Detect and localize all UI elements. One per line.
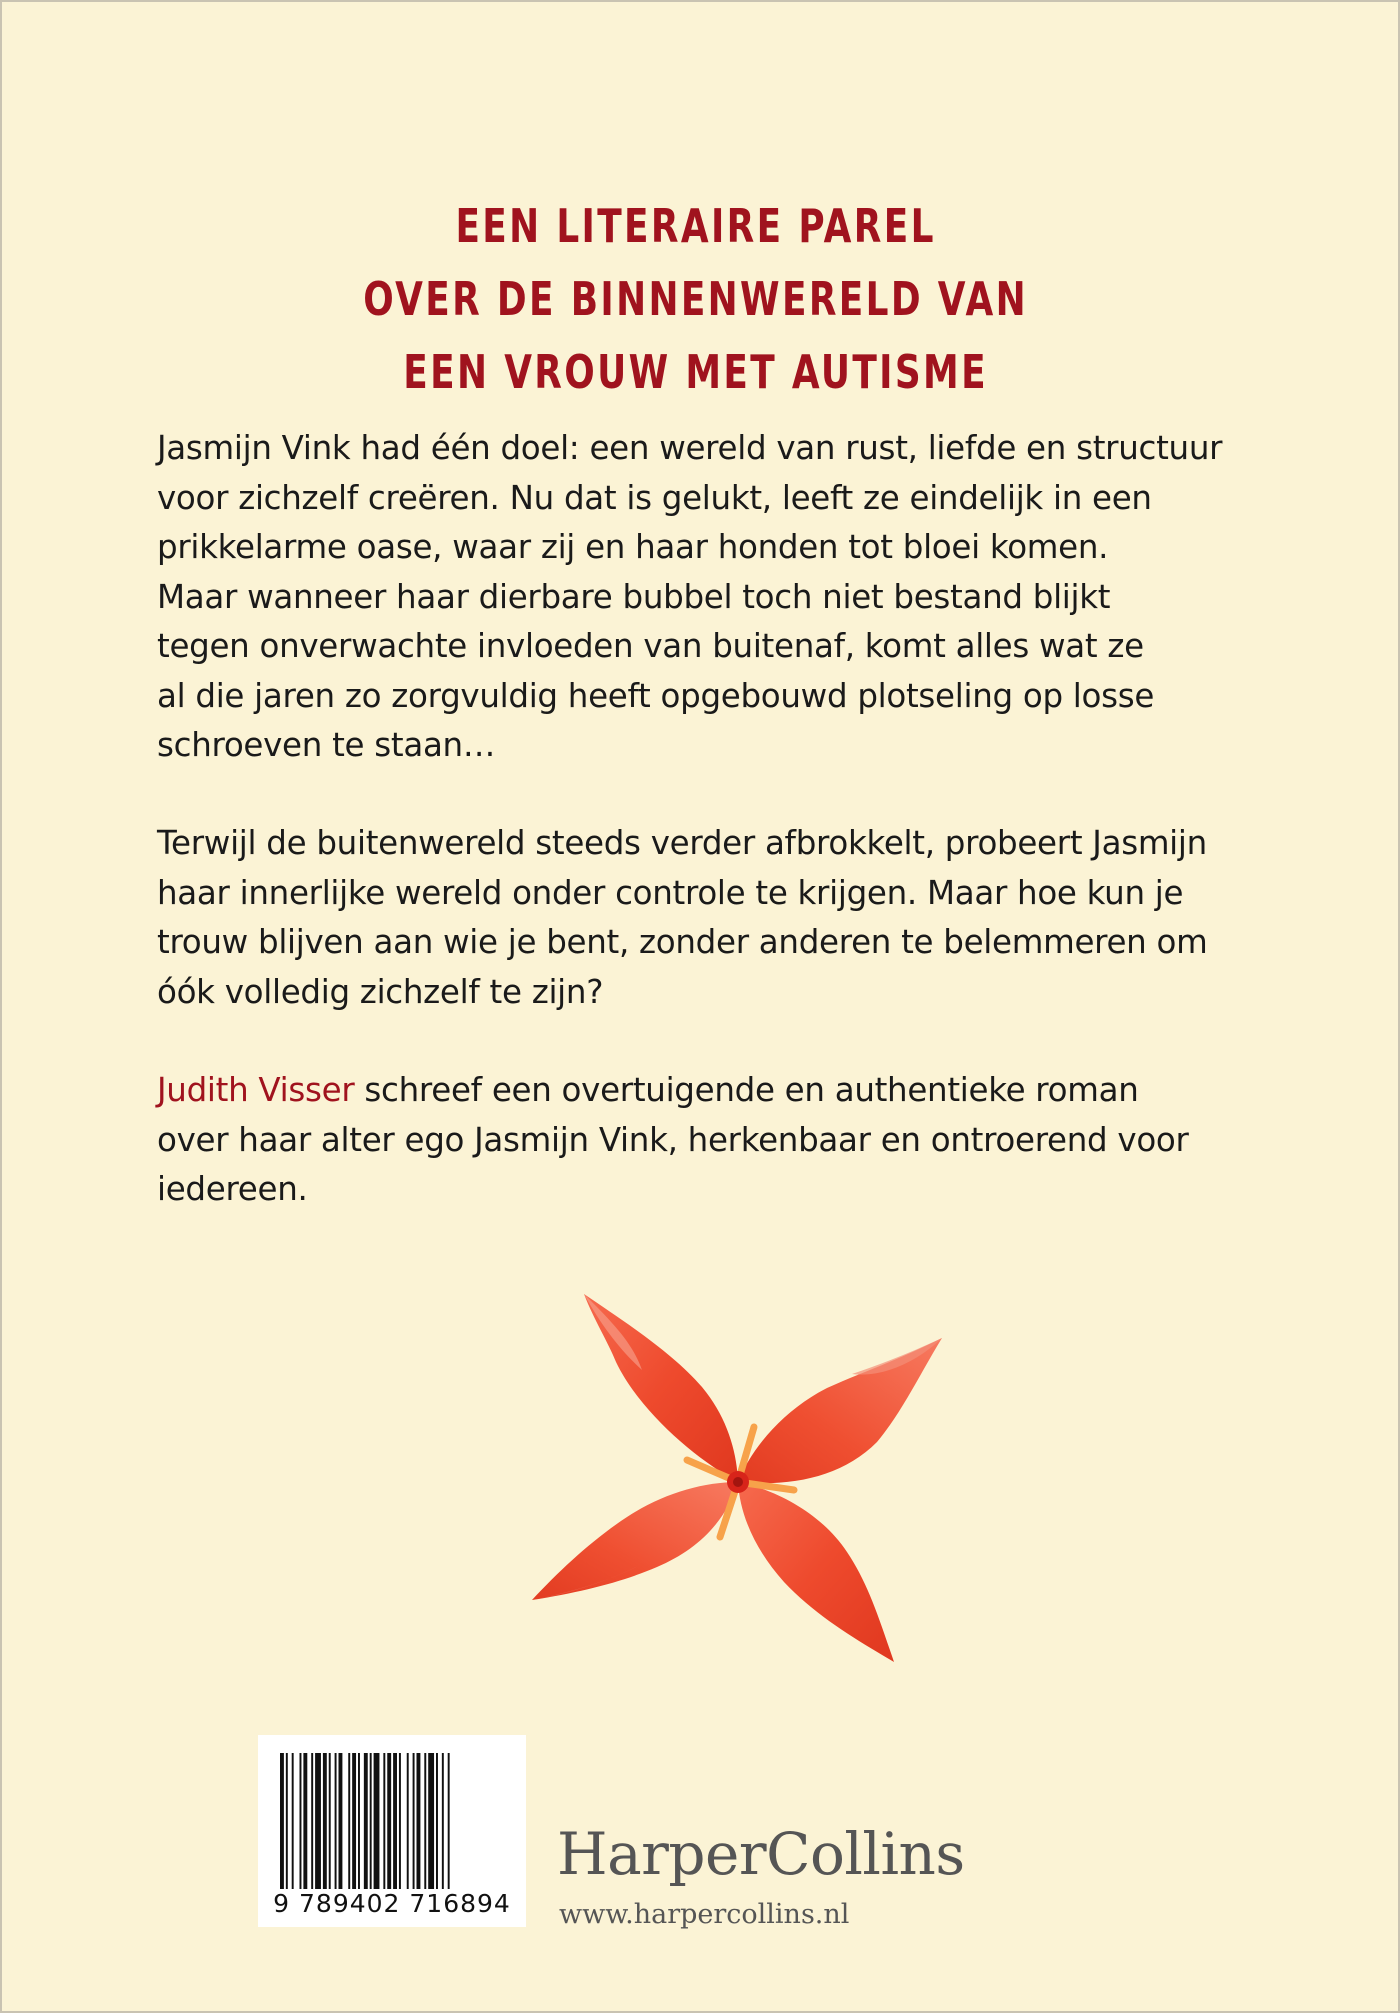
barcode-bar	[436, 1753, 438, 1889]
blurb-paragraph-2	[157, 819, 1237, 1017]
blurb-line: óók volledig zichzelf te zijn?	[157, 972, 604, 1011]
barcode-bar	[292, 1753, 294, 1889]
isbn-number: 9 789402 716894	[273, 1889, 511, 1918]
blurb-line: over haar alter ego Jasmijn Vink, herkenbaar en ontroerend voor	[157, 1120, 1189, 1159]
blurb-line: al die jaren zo zorgvuldig heeft opgebouwd plotseling op losse	[157, 676, 1155, 715]
blurb-line	[157, 1066, 1237, 1116]
barcode-bar	[387, 1753, 391, 1889]
petal-bottom-right	[738, 1482, 894, 1662]
barcode-bar	[370, 1753, 372, 1889]
blurb-line: iedereen.	[157, 1170, 308, 1208]
barcode-bar	[286, 1753, 288, 1889]
barcode-bar	[428, 1753, 434, 1889]
tagline-line-3: EEN VROUW MET AUTISME	[403, 345, 988, 399]
blurb-line: schroeven te staan…	[157, 726, 496, 764]
barcode-bar	[315, 1753, 321, 1889]
barcode-bar	[407, 1753, 409, 1889]
barcode-bar	[300, 1753, 302, 1889]
barcode-bar	[364, 1753, 368, 1889]
blurb-line-rest: schreef een overtuigende en authentieke roman	[354, 1071, 1139, 1109]
blurb-line: tegen onverwachte invloeden van buitenaf, komt alles wat ze	[157, 627, 1144, 665]
barcode-bar	[280, 1753, 284, 1889]
blurb-line: prikkelarme oase, waar zij en haar honden tot bloei komen.	[157, 528, 1109, 566]
blurb-line: voor zichzelf creëren. Nu dat is gelukt, leeft ze eindelijk in een	[157, 478, 1152, 517]
barcode-bar	[383, 1753, 385, 1889]
barcode-bar	[303, 1753, 307, 1889]
petal-bottom-left	[532, 1482, 738, 1600]
barcode-bar	[399, 1753, 401, 1889]
barcode	[258, 1735, 526, 1927]
barcode-bar	[311, 1753, 313, 1889]
publisher-logo: HarperCollins	[557, 1820, 965, 1888]
publisher-website: www.harpercollins.nl	[559, 1899, 850, 1930]
tagline	[150, 190, 1242, 409]
barcode-bar	[348, 1753, 350, 1889]
barcode-bar	[323, 1753, 327, 1889]
barcode-bar	[413, 1753, 415, 1889]
blurb-paragraph-1	[157, 424, 1237, 771]
barcode-bar	[393, 1753, 397, 1889]
blurb-line: haar innerlijke wereld onder controle te krijgen. Maar hoe kun je	[157, 873, 1184, 912]
barcode-bar	[442, 1753, 444, 1889]
blurb-line: Maar wanneer haar dierbare bubbel toch niet bestand blijkt	[157, 577, 1111, 616]
blurb-line: Jasmijn Vink had één doel: een wereld van rust, liefde en structuur	[157, 429, 1223, 467]
tagline-line-1: EEN LITERAIRE PAREL	[455, 199, 936, 253]
barcode-bar	[417, 1753, 421, 1889]
barcode-bar	[374, 1753, 380, 1889]
barcode-bar	[358, 1753, 360, 1889]
barcode-bar	[339, 1753, 343, 1889]
barcode-bar	[448, 1753, 450, 1889]
blurb-paragraph-3	[157, 1066, 1237, 1215]
barcode-bars	[280, 1753, 506, 1889]
blurb-line: trouw blijven aan wie je bent, zonder anderen te belemmeren om	[157, 923, 1208, 961]
flower-illustration	[522, 1282, 952, 1672]
barcode-bar	[352, 1753, 356, 1889]
author-name: Judith Visser	[157, 1071, 355, 1109]
barcode-bar	[335, 1753, 337, 1889]
petal-top-right	[738, 1338, 942, 1483]
barcode-bar	[424, 1753, 426, 1889]
blurb-line: Terwijl de buitenwereld steeds verder afbrokkelt, probeert Jasmijn	[157, 824, 1207, 862]
tagline-line-2: OVER DE BINNENWERELD VAN	[363, 272, 1028, 326]
barcode-bar	[329, 1753, 331, 1889]
petal-top-left	[584, 1294, 738, 1482]
